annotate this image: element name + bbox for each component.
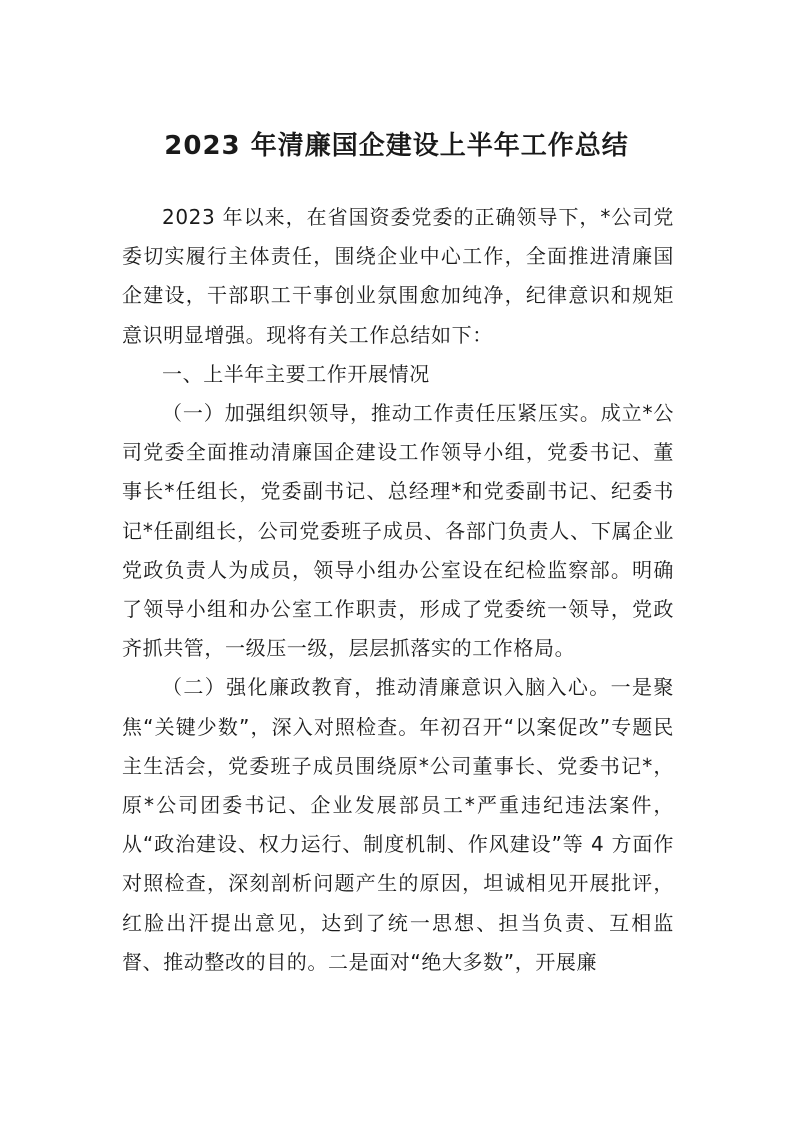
paragraph-organization: （一）加强组织领导，推动工作责任压紧压实。成立*公司党委全面推动清廉国企建设工作领导小组，党委书记、董事长*任组长，党委副书记、总经理*和党委副书记、纪委书记*任副组长，公司党委班子成员、各部门负责人、下属企业党政负责人为成员，领导小组办公室设在纪检监察部。明确了领导小组和办公室工作职责，形成了党委统一领导，党政齐抓共管，一级压一级，层层抓落实的工作格局。 bbox=[122, 401, 674, 661]
intro-paragraph: 2023 年以来，在省国资委党委的正确领导下，*公司党委切实履行主体责任，围绕企业中心工作，全面推进清廉国企建设，干部职工干事创业氛围愈加纯净，纪律意识和规矩意识明显增强。现将有关工作总结如下： bbox=[122, 205, 674, 347]
document-title: 2023 年清廉国企建设上半年工作总结 bbox=[164, 131, 629, 161]
paragraph-education: （二）强化廉政教育，推动清廉意识入脑入心。一是聚焦“关键少数”，深入对照检查。年初召开“以案促改”专题民主生活会，党委班子成员围绕原*公司董事长、党委书记*，原*公司团委书记、企业发展部员工*严重违纪违法案件，从“政治建设、权力运行、制度机制、作风建设”等 4 方面作对照检查，深刻剖析问题产生的原因，坦诚相见开展批评，红脸出汗提出意见，达到了统一思想、担当负责、互相监督、推动整改的目的。二是面对“绝大多数”，开展廉 bbox=[122, 675, 674, 974]
section-heading: 一、上半年主要工作开展情况 bbox=[162, 361, 430, 386]
document-body bbox=[122, 198, 674, 982]
